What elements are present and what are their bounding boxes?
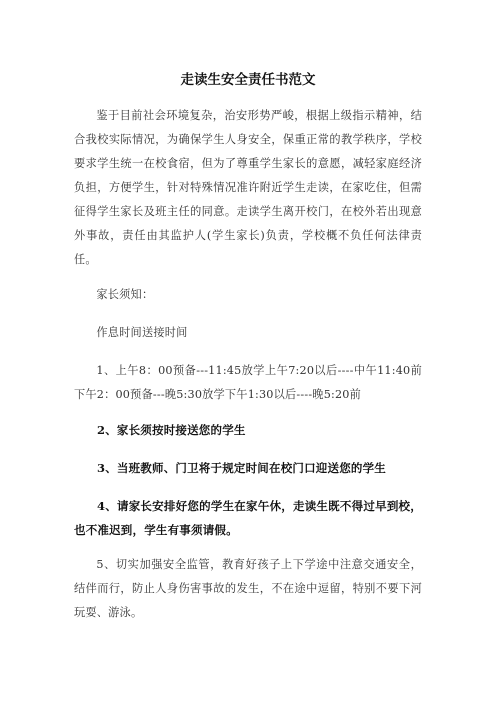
rule-item-4: 4、请家长安排好您的学生在家午休，走读生既不得过早到校，也不准迟到，学生有事须请假。	[74, 499, 422, 537]
schedule-item-1: 1、上午8：00预备---11:45放学上午7:20以后----中午11:40前下午2：00预备---晚5:30放学下午1:30以后----晚5:20前	[74, 364, 422, 401]
parent-notice-heading: 家长须知：	[96, 288, 154, 301]
rule-item-5: 5、切实加强安全监管，教育好孩子上下学途中注意交通安全，结伴而行，防止人身伤害事故的发生，不在途中逗留，特别不要下河玩耍、游泳。	[74, 558, 422, 619]
schedule-heading: 作息时间送接时间	[96, 326, 188, 339]
document-title: 走读生安全责任书范文	[180, 72, 316, 88]
rule-item-2: 2、家长须按时接送您的学生	[97, 423, 246, 437]
rule-item-3: 3、当班教师、门卫将于规定时间在校门口迎送您的学生	[97, 461, 386, 475]
intro-paragraph: 鉴于目前社会环境复杂，治安形势严峻，根据上级指示精神，结合我校实际情况，为确保学生人身安全，保重正常的教学秩序，学校要求学生统一在校食宿，但为了尊重学生家长的意愿，减轻家庭经济负担，方便学生，针对特殊情况准许附近学生走读，在家吃住，但需征得学生家长及班主任的同意。走读学生离开校门，在校外若出现意外事故，责任由其监护人(学生家长)负责，学校概不负任何法律责任。	[74, 109, 422, 266]
